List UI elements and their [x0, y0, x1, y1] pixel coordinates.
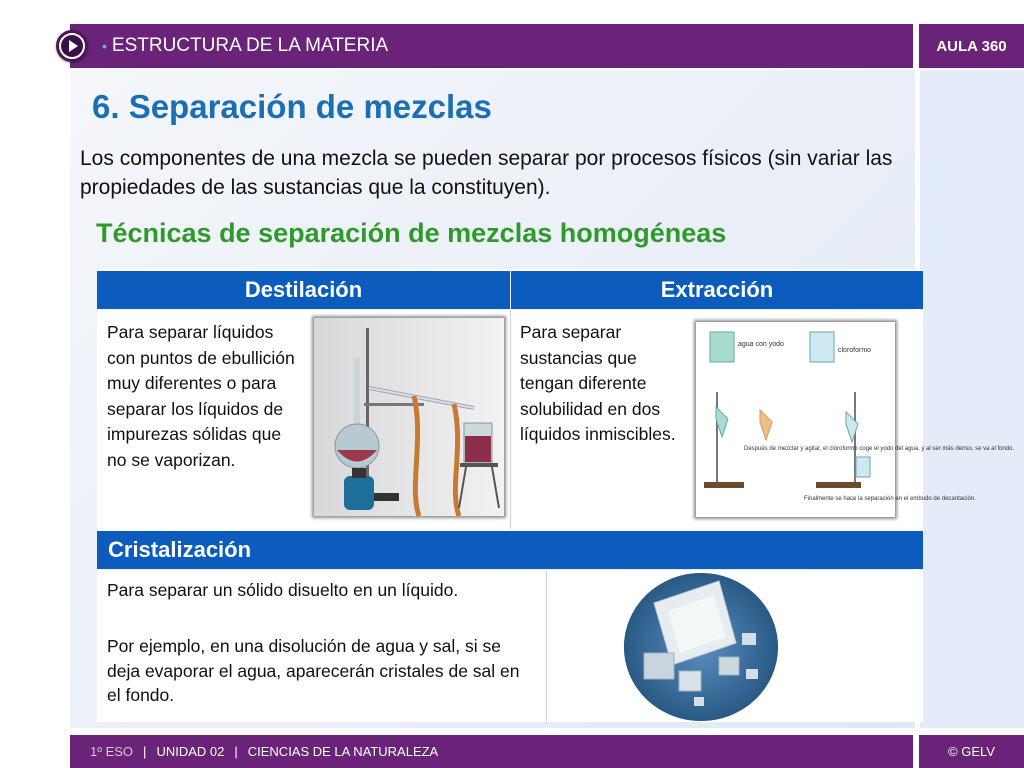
footer-unit: UNIDAD 02: [156, 744, 225, 759]
footer-separator: |: [234, 744, 238, 759]
bullet-icon: •: [102, 38, 107, 54]
play-icon: [61, 35, 83, 57]
play-button[interactable]: [56, 30, 88, 62]
column-divider: [510, 310, 511, 529]
subtitle: Técnicas de separación de mezclas homogéneas: [96, 218, 727, 248]
header-destilacion: Destilación: [97, 269, 510, 309]
caption-extraccion-2: Finalmente se hace la separación en el embudo de decantación.: [804, 496, 976, 502]
left-margin: [0, 0, 70, 768]
label-cloroformo: cloroformo: [838, 347, 872, 354]
footer-course: 1º ESO: [90, 744, 134, 759]
label-agua-yodo: agua con yodo: [738, 341, 784, 348]
header-title: [102, 24, 388, 68]
cristalizacion-text-1: Para separar un sólido disuelto en un líquido.: [107, 580, 459, 600]
header-title-text: ESTRUCTURA DE LA MATERIA: [111, 35, 389, 56]
header-extraccion: Extracción: [511, 269, 923, 309]
section-title: 6. Separación de mezclas: [92, 88, 492, 125]
footer-bar: [70, 735, 913, 768]
footer-subject: CIENCIAS DE LA NATURALEZA: [247, 744, 439, 759]
footer-separator: |: [143, 744, 147, 759]
distillation-image: [314, 318, 504, 516]
caption-extraccion-1: Después de mezclar y agitar, el cloroformo coge el yodo del agua, y al ser más denso, se va al fondo.: [744, 446, 1015, 452]
extraccion-text: Para separar sustancias que tengan diferente solubilidad en dos líquidos inmiscibles.: [520, 322, 676, 444]
column-divider: [546, 570, 547, 722]
destilacion-text: Para separar líquidos con puntos de ebullición muy diferentes o para separar los líquidos de impurezas sólidas que no se vaporizan.: [107, 322, 295, 470]
brand-label: AULA 360: [919, 24, 1024, 68]
cristalizacion-text-2: Por ejemplo, en una disolución de agua y sal, si se deja evaporar el agua, aparecerán cristales de sal en el fondo.: [107, 636, 520, 705]
extraction-image: [696, 322, 1015, 517]
header-cristalizacion: Cristalización: [97, 529, 923, 569]
footer-copyright: © GELV: [919, 735, 1024, 768]
crystals-image: [624, 573, 778, 721]
intro-paragraph: Los componentes de una mezcla se pueden separar por procesos físicos (sin variar las propiedades de las sustancias que la constituyen).: [80, 147, 893, 199]
